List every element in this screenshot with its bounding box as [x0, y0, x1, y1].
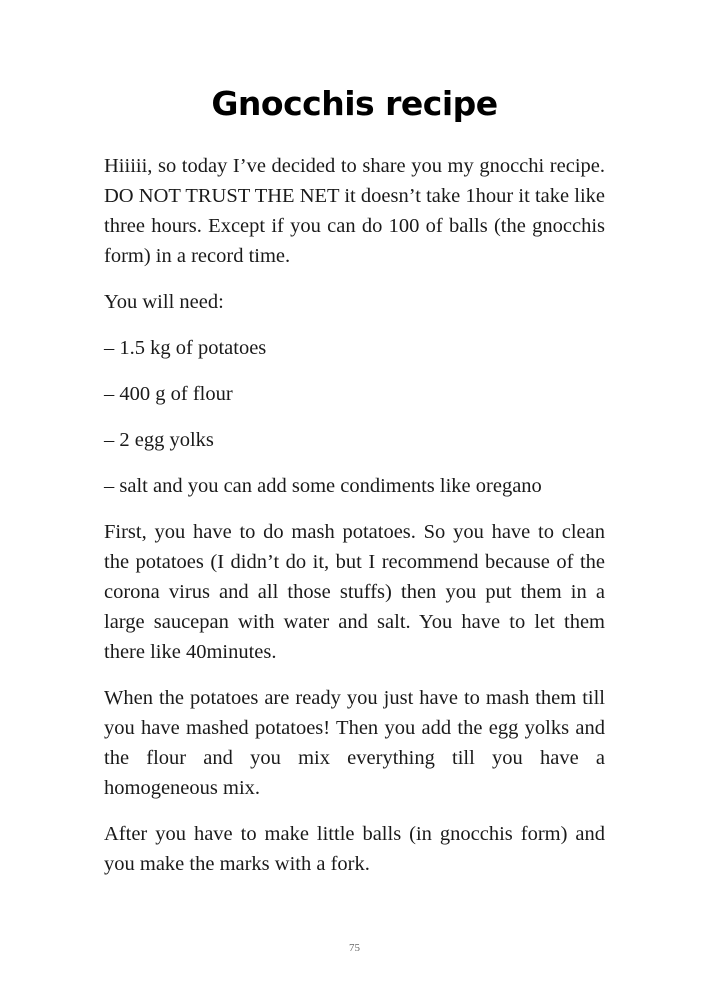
page-title: Gnocchis recipe — [211, 84, 498, 123]
ingredient-item: – salt and you can add some condiments like oregano — [104, 475, 542, 497]
step-paragraph: First, you have to do mash potatoes. So you have to clean the potatoes (I didn’t do it, but I recommend because of the corona virus and all those stuffs) then you put them in a large saucepan with water and salt. You have to let them there like 40minutes. — [104, 521, 605, 663]
page-number: 75 — [349, 942, 360, 954]
ingredient-item: – 1.5 kg of potatoes — [104, 337, 267, 359]
step-paragraph: After you have to make little balls (in gnocchis form) and you make the marks with a fork. — [104, 823, 605, 875]
step-paragraph: When the potatoes are ready you just have to mash them till you have mashed potatoes! Then you add the egg yolks and the flour and you mix everything till you have a homogeneous mix. — [104, 687, 605, 799]
ingredient-item: – 2 egg yolks — [104, 429, 214, 451]
recipe-body — [104, 151, 605, 895]
intro-paragraph: Hiiiii, so today I’ve decided to share you my gnocchi recipe. DO NOT TRUST THE NET it doesn’t take 1hour it take like three hours. Except if you can do 100 of balls (the gnocchis form) in a record time. — [104, 155, 605, 267]
ingredient-item: – 400 g of flour — [104, 383, 233, 405]
ingredients-heading: You will need: — [104, 291, 224, 313]
